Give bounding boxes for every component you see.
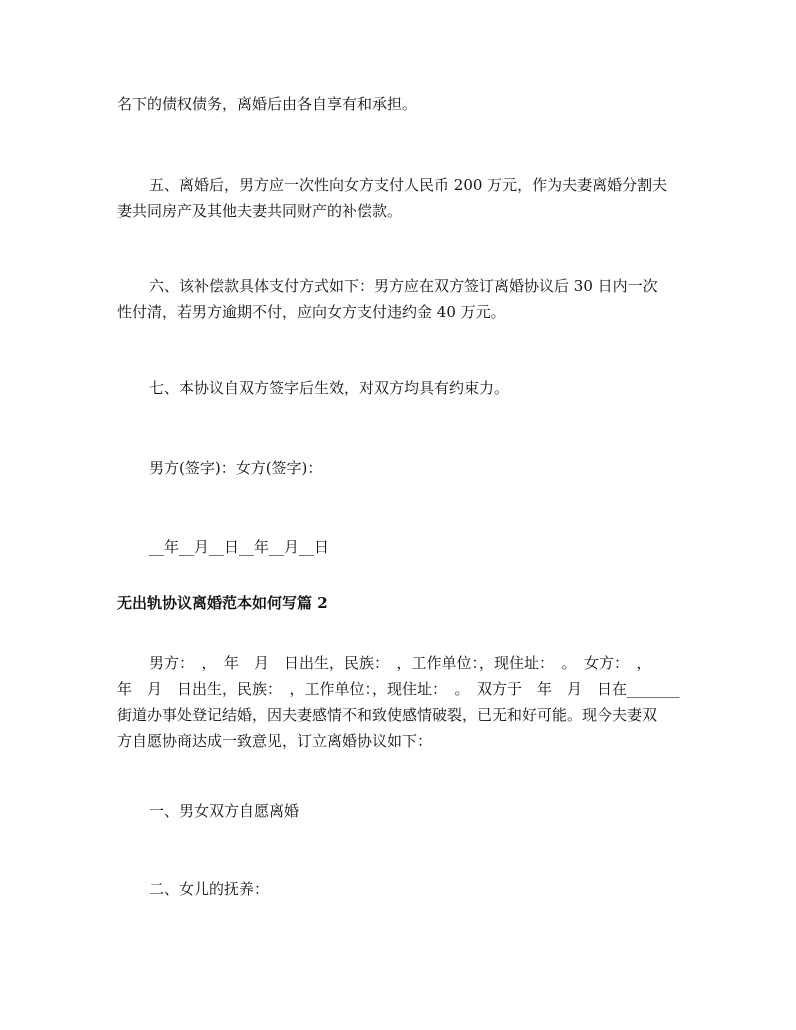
clause-five-line-2: 妻共同房产及其他夫妻共同财产的补偿款。 [117,202,403,220]
clause-five-line-1: 五、离婚后，男方应一次性向女方支付人民币 200 万元，作为夫妻离婚分割夫 [149,176,668,194]
clause-one: 一、男女双方自愿离婚 [149,802,300,820]
party-info-line-3: 街道办事处登记结婚，因夫妻感情不和致使感情破裂，已无和好可能。现今夫妻双 [117,706,658,724]
paragraph-line-debts: 名下的债权债务，离婚后由各自享有和承担。 [117,95,418,113]
section-heading: 无出轨协议离婚范本如何写篇 2 [117,594,328,612]
party-info-line-4: 方自愿协商达成一致意见，订立离婚协议如下： [117,732,433,750]
party-info-line-1: 男方： ， 年 月 日出生，民族： ，工作单位：，现住址： 。 女方： ， [149,654,652,672]
date-line: __年__月__日__年__月__日 [149,538,330,556]
clause-six-line-2: 性付清，若男方逾期不付，应向女方支付违约金 40 万元。 [117,303,506,321]
party-info-line-2: 年 月 日出生，民族： ，工作单位：，现住址： 。 双方于 年 月 日在_______ [117,680,680,698]
clause-six-line-1: 六、该补偿款具体支付方式如下：男方应在双方签订离婚协议后 30 日内一次 [149,277,658,295]
clause-two: 二、女儿的抚养： [149,880,270,898]
clause-seven: 七、本协议自双方签字后生效，对双方均具有约束力。 [149,379,510,397]
signature-line: 男方(签字)：女方(签字)： [149,459,323,477]
